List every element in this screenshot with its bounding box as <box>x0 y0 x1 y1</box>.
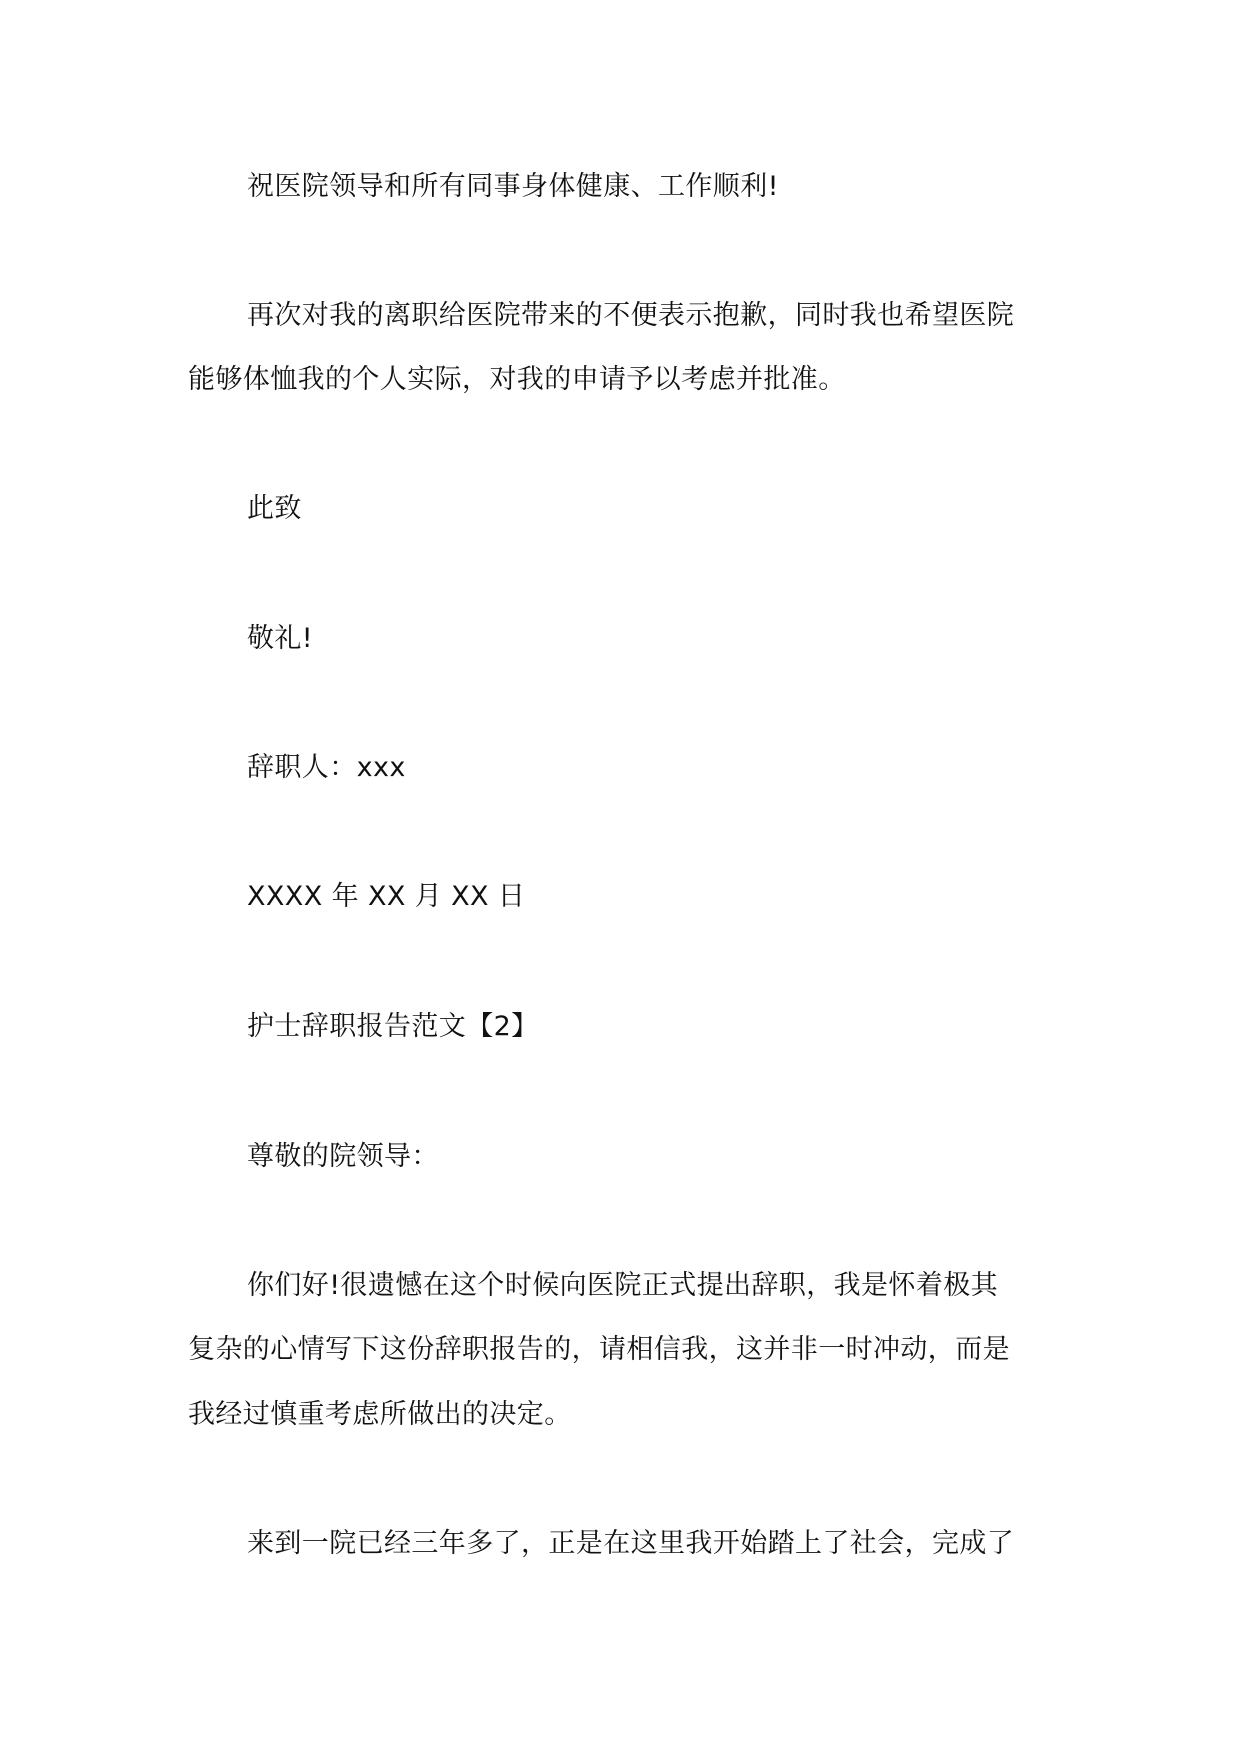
section-heading: 护士辞职报告范文【2】 <box>247 1011 539 1042</box>
signature-name: 辞职人：xxx <box>247 752 406 783</box>
salutation-jingli: 敬礼! <box>247 623 314 654</box>
body-paragraph-1-line-3: 我经过慎重考虑所做出的决定。 <box>188 1399 572 1430</box>
signature-date: XXXX 年 XX 月 XX 日 <box>247 881 526 912</box>
salutation-cizhi: 此致 <box>247 493 302 524</box>
body-paragraph-1-line-2: 复杂的心情写下这份辞职报告的，请相信我，这并非一时冲动，而是 <box>188 1334 1010 1365</box>
closing-wish-paragraph: 祝医院领导和所有同事身体健康、工作顺利! <box>247 171 779 202</box>
body-paragraph-1-line-1: 你们好!很遗憾在这个时候向医院正式提出辞职，我是怀着极其 <box>247 1270 999 1301</box>
letter-greeting: 尊敬的院领导： <box>247 1141 439 1172</box>
body-paragraph-2-line-1: 来到一院已经三年多了，正是在这里我开始踏上了社会，完成了 <box>247 1528 1015 1559</box>
apology-paragraph-line-2: 能够体恤我的个人实际，对我的申请予以考虑并批准。 <box>188 364 846 395</box>
apology-paragraph-line-1: 再次对我的离职给医院带来的不便表示抱歉，同时我也希望医院 <box>247 300 1015 331</box>
